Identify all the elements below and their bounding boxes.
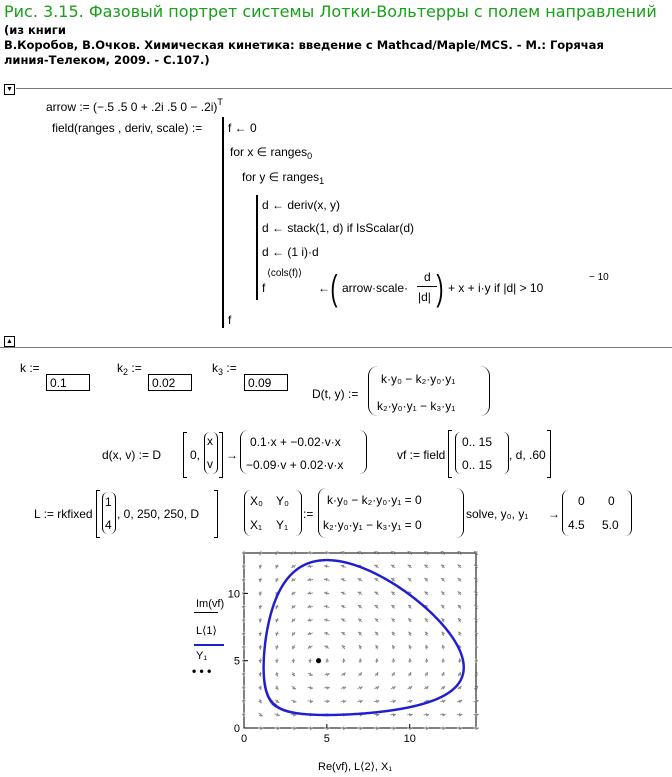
arrow-definition-text: arrow := (−.5 .5 0 + .2i .5 0 − .2i) <box>46 100 218 114</box>
condition-text: + x + i·y if |d| > 10 <box>448 281 544 295</box>
d-definition-head[interactable]: d(x, v) := D <box>102 448 162 462</box>
y-axis-label-bot: Y₁ <box>196 650 208 662</box>
legend-dots: • • • <box>192 664 212 678</box>
arrow-scale-text: arrow·scale· <box>342 281 409 295</box>
program-line[interactable] <box>230 145 312 161</box>
y-tick-label: 10 <box>227 588 240 601</box>
range-item: 0.. 15 <box>462 435 493 449</box>
legend-line-blue <box>194 644 224 646</box>
assign-arrow: ← <box>318 281 330 295</box>
program-line[interactable]: d ← (1 i)·d <box>262 245 319 259</box>
program-line[interactable]: f ← 0 <box>228 121 257 135</box>
assign: := <box>226 361 237 375</box>
subscript: 3 <box>218 367 224 377</box>
k2-label <box>117 361 142 377</box>
y-tick-label: 5 <box>233 655 240 668</box>
paren-right: ) <box>436 267 444 308</box>
equation: k₂·y₀·y₁ − k₃·y₁ = 0 <box>323 518 422 532</box>
L-tail: , 0, 250, 250, D <box>117 507 200 521</box>
transpose-sup: T <box>217 97 223 107</box>
matrix-item: X₁ <box>250 518 263 532</box>
fraction-line <box>417 286 437 287</box>
k-label: k := <box>20 361 40 375</box>
y-axis-label-top: Im(vf) <box>196 598 225 610</box>
x-tick-label: 0 <box>240 733 248 745</box>
program-line[interactable]: f <box>228 313 232 327</box>
area-divider <box>0 347 672 348</box>
bracket-left <box>448 430 452 478</box>
d-arg: 0, <box>190 448 201 462</box>
equilibrium-point <box>316 658 321 663</box>
bracket-left <box>96 490 100 538</box>
x-tick-label: 10 <box>403 733 416 745</box>
solution-item: 5.0 <box>602 518 619 532</box>
matrix-item: Y₁ <box>276 518 289 532</box>
for-x-text: for x ∈ ranges <box>230 145 308 159</box>
D-row: k₂·y₀·y₁ − k₃·y₁ <box>377 399 456 413</box>
plot-area <box>228 551 479 745</box>
paren-left: ( <box>330 267 338 308</box>
fraction-num: d <box>424 270 431 284</box>
vector-item: x <box>207 434 213 448</box>
subscript: 0 <box>307 151 313 161</box>
program-line[interactable]: d ← stack(1, d) if IsScalar(d) <box>262 221 415 235</box>
source-line: (из книги <box>4 23 66 37</box>
f-symbol: f <box>262 281 266 295</box>
bracket-right <box>219 432 223 478</box>
program-bar-outer <box>222 117 224 328</box>
vector-item: 4 <box>105 518 112 532</box>
bracket-right <box>214 490 218 538</box>
exponent: − 10 <box>589 272 609 283</box>
solve-keyword: solve, y₀, y₁ <box>466 507 529 521</box>
y-axis-label-divider <box>194 612 218 613</box>
y-tick-label: 0 <box>233 723 240 735</box>
range-item: 0.. 15 <box>462 458 493 472</box>
page-title: Рис. 3.15. Фазовый портрет системы Лотки-Вольтерры с полем направлений <box>4 2 657 21</box>
for-y-text: for y ∈ ranges <box>242 170 320 184</box>
vf-tail: , d, .60 <box>509 448 546 462</box>
area-divider <box>16 88 672 89</box>
solution-item: 4.5 <box>568 518 585 532</box>
source-line: линия-Телеком, 2009. - С.107.) <box>4 53 210 67</box>
program-line[interactable]: d ← deriv(x, y) <box>262 198 341 212</box>
k3-label <box>212 361 237 377</box>
bracket-left <box>183 432 187 478</box>
x-axis-label: Re(vf), L⟨2⟩, X₁ <box>318 761 393 773</box>
solution-item: 0 <box>578 494 585 508</box>
matrix-item: X₀ <box>250 494 263 508</box>
D-row: k·y₀ − k₂·y₀·y₁ <box>381 372 456 386</box>
d-result-row: −0.09·v + 0.02·v·x <box>246 458 344 472</box>
source-line: В.Коробов, В.Очков. Химическая кинетика: введение с Mathcad/Maple/MCS. - М.: Горячая <box>4 38 604 52</box>
vf-definition-head[interactable]: vf := field <box>397 448 446 462</box>
fraction-den: |d| <box>418 290 431 304</box>
solution-item: 0 <box>608 494 615 508</box>
symbolic-arrow: → <box>548 507 560 521</box>
k-input[interactable]: 0.1 <box>46 374 90 391</box>
d-result-row: 0.1·x + −0.02·v·x <box>250 435 341 449</box>
assign: := <box>131 361 142 375</box>
k2-input[interactable]: 0.02 <box>148 374 192 391</box>
subscript: 1 <box>319 176 325 186</box>
k2-symbol: k <box>117 361 123 375</box>
k3-input[interactable]: 0.09 <box>244 374 288 391</box>
program-bar-inner <box>256 195 258 300</box>
bracket-right <box>547 430 551 478</box>
matrix-item: Y₀ <box>276 494 289 508</box>
symbolic-arrow: → <box>226 448 238 462</box>
vector-item: 1 <box>105 495 112 509</box>
vector-item: v <box>207 457 213 471</box>
x-tick-label: 5 <box>323 733 330 745</box>
cols-sup: ⟨cols(f)⟩ <box>267 268 303 279</box>
D-definition-head[interactable]: D(t, y) := <box>312 387 359 401</box>
phase-portrait-chart <box>222 545 482 775</box>
arrow-definition[interactable] <box>46 97 223 114</box>
L-definition-head[interactable]: L := rkfixed <box>34 507 93 521</box>
equation: k·y₀ − k₂·y₀·y₁ = 0 <box>327 493 422 507</box>
k3-symbol: k <box>212 361 218 375</box>
field-function-head[interactable]: field(ranges , deriv, scale) := <box>52 121 203 135</box>
collapse-area-top-toggle[interactable]: ▼ <box>4 84 15 95</box>
program-line[interactable] <box>242 170 324 186</box>
subscript: 2 <box>123 367 129 377</box>
assign: := <box>303 507 314 521</box>
collapse-area-bottom-toggle[interactable]: ▲ <box>4 336 15 347</box>
y-axis-label-mid: L⟨1⟩ <box>196 625 217 637</box>
